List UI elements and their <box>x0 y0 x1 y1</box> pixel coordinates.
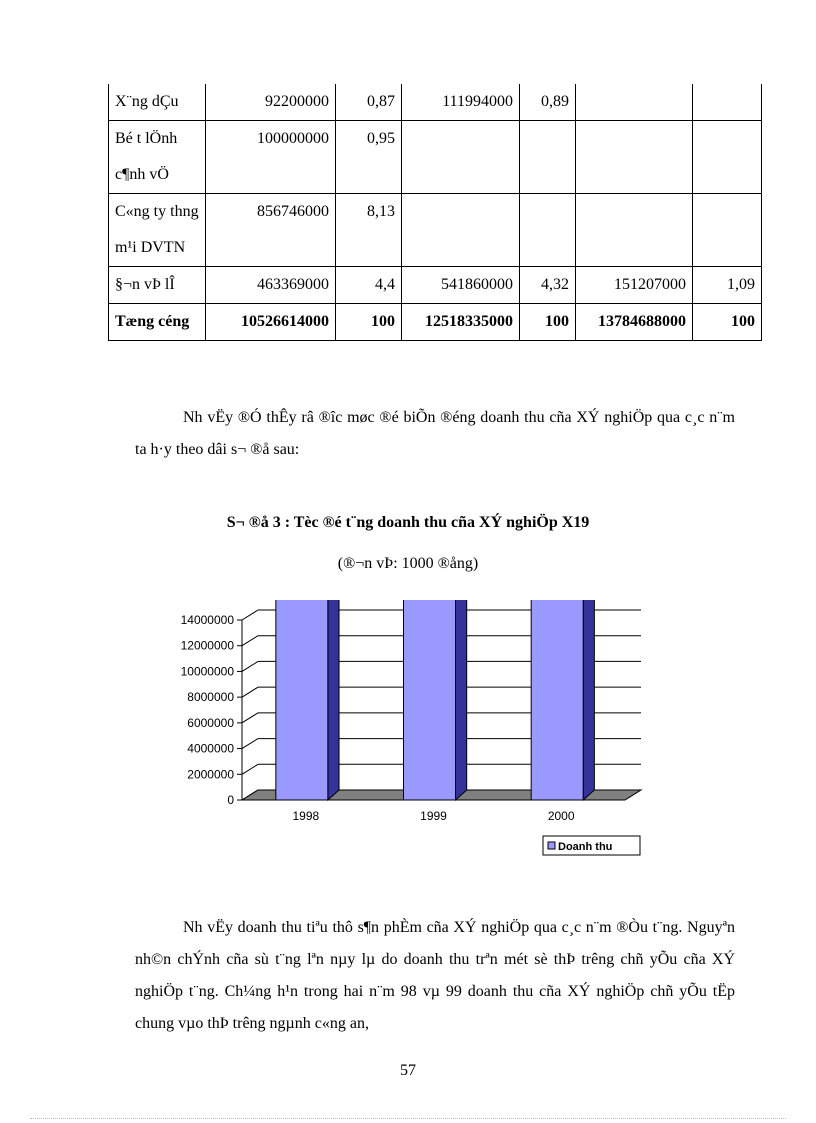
table-cell: 856746000 <box>206 194 336 267</box>
footer-divider <box>30 1118 786 1119</box>
table-cell: 8,13 <box>336 194 402 267</box>
y-tick-label: 4000000 <box>187 741 234 756</box>
table-cell <box>520 194 576 267</box>
table-cell: 4,4 <box>336 267 402 304</box>
table-cell: 92200000 <box>206 84 336 121</box>
table-cell: 463369000 <box>206 267 336 304</box>
gridline-depth <box>242 610 258 620</box>
revenue-bar-chart <box>170 600 650 862</box>
page-number: 57 <box>400 1062 416 1079</box>
y-tick-label: 0 <box>227 793 234 807</box>
y-tick-label: 2000000 <box>187 767 234 782</box>
bar <box>531 600 583 800</box>
table-cell <box>520 121 576 194</box>
y-tick-label: 12000000 <box>180 638 234 653</box>
table-cell: 100 <box>693 304 762 341</box>
gridline-depth <box>242 764 258 774</box>
bar <box>404 600 456 800</box>
table-cell: 100 <box>520 304 576 341</box>
bar-side <box>328 600 339 800</box>
table-cell <box>693 84 762 121</box>
table-total-row <box>109 304 762 341</box>
table-cell: 12518335000 <box>402 304 520 341</box>
table-cell: 0,87 <box>336 84 402 121</box>
gridline-depth <box>242 739 258 749</box>
paragraph-analysis: Nh vËy doanh thu tiªu thô s¶n phÈm cña XÝ nghiÖp qua c¸c n¨m ®Òu t¨ng. Nguyªn nh©n chÝnh cña sù t¨ng lªn nµy lµ do doanh thu trªn mét sè thÞ trêng chñ yÕu cña XÝ nghiÖp t¨ng. Ch¼ng h¹n trong hai n¨m 98 vµ 99 doanh thu cña XÝ nghiÖp chñ yÕu tËp chung vµo thÞ trêng ngµnh c«ng an, <box>135 919 735 1032</box>
table-row <box>109 194 762 267</box>
table-cell: 4,32 <box>520 267 576 304</box>
table-cell: 1,09 <box>693 267 762 304</box>
table-cell: 0,95 <box>336 121 402 194</box>
table-cell: X¨ng dÇu <box>109 84 206 121</box>
table-cell: 10526614000 <box>206 304 336 341</box>
table-cell: §¬n vÞ lÎ <box>109 267 206 304</box>
table-row <box>109 84 762 121</box>
legend-label: Doanh thu <box>558 841 613 853</box>
gridline-depth <box>242 661 258 671</box>
legend-swatch <box>548 842 555 849</box>
x-tick-label: 2000 <box>547 809 575 823</box>
table-cell <box>402 121 520 194</box>
bar <box>276 600 328 800</box>
table-cell: 541860000 <box>402 267 520 304</box>
table-cell <box>576 84 693 121</box>
y-tick-label: 10000000 <box>180 664 234 679</box>
table-row <box>109 267 762 304</box>
table-cell: C«ng ty thng m¹i DVTN <box>109 194 206 267</box>
gridline-depth <box>242 636 258 646</box>
gridline-depth <box>242 687 258 697</box>
table-cell: 111994000 <box>402 84 520 121</box>
table-cell <box>693 121 762 194</box>
y-tick-label: 6000000 <box>187 715 234 730</box>
bar-side <box>583 600 594 800</box>
y-tick-label: 14000000 <box>180 613 234 627</box>
table-body <box>109 84 762 341</box>
bar-side <box>456 600 467 800</box>
y-tick-label: 8000000 <box>187 690 234 705</box>
gridline-depth <box>242 713 258 723</box>
chart-unit: (®¬n vÞ: 1000 ®ång) <box>337 555 479 572</box>
x-tick-label: 1999 <box>420 809 447 823</box>
table-cell: 0,89 <box>520 84 576 121</box>
table-cell: 13784688000 <box>576 304 693 341</box>
table-cell <box>693 194 762 267</box>
table-cell <box>576 194 693 267</box>
chart-svg <box>170 600 650 862</box>
chart-title: S¬ ®å 3 : Tèc ®é t¨ng doanh thu cña XÝ nghiÖp X19 <box>226 514 590 531</box>
table-cell: 100000000 <box>206 121 336 194</box>
table-cell: 151207000 <box>576 267 693 304</box>
table-cell <box>576 121 693 194</box>
revenue-table <box>108 84 762 341</box>
table-cell <box>402 194 520 267</box>
table-cell: Tæng céng <box>109 304 206 341</box>
paragraph-intro: Nh vËy ®Ó thÊy râ ®îc møc ®é biÕn ®éng doanh thu cña XÝ nghiÖp qua c¸c n¨m ta h·y theo dâi s¬ ®å sau: <box>135 409 735 458</box>
table-cell: Bé t lÖnh c¶nh vÖ <box>109 121 206 194</box>
table-cell: 100 <box>336 304 402 341</box>
x-tick-label: 1998 <box>292 809 320 823</box>
table-row <box>109 121 762 194</box>
